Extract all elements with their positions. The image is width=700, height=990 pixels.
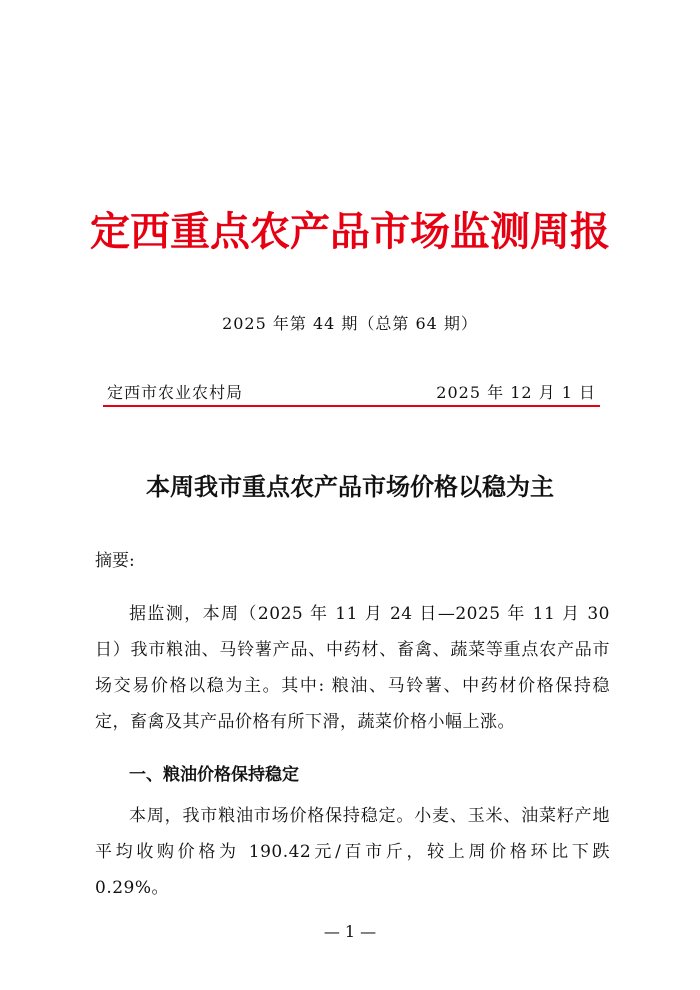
issuer-name: 定西市农业农村局 <box>107 383 244 402</box>
article-headline: 本周我市重点农产品市场价格以稳为主 <box>146 473 554 501</box>
issue-number: 2025 年第 44 期（总第 64 期） <box>222 314 478 333</box>
abstract-label: 摘要: <box>95 551 135 571</box>
publication-date: 2025 年 12 月 1 日 <box>436 383 596 402</box>
report-masthead: 定西重点农产品市场监测周报 <box>90 209 610 255</box>
section-heading-grain-oil: 一、粮油价格保持稳定 <box>129 765 299 785</box>
publication-meta <box>103 381 600 405</box>
red-divider <box>103 405 600 407</box>
abstract-paragraph: 据监测，本周（2025 年 11 月 24 日—2025 年 11 月 30 日）我市粮油、马铃薯产品、中药材、畜禽、蔬菜等重点农产品市场交易价格以稳为主。其中: 粮油、马铃薯、中药材价格保持稳定，畜禽及其产品价格有所下滑，蔬菜价格小幅上涨。 <box>95 604 610 732</box>
page-number: — 1 — <box>323 922 377 941</box>
section-paragraph-grain-oil: 本周，我市粮油市场价格保持稳定。小麦、玉米、油菜籽产地平均收购价格为 190.42元/百市斤，较上周价格环比下跌 0.29%。 <box>95 806 610 898</box>
